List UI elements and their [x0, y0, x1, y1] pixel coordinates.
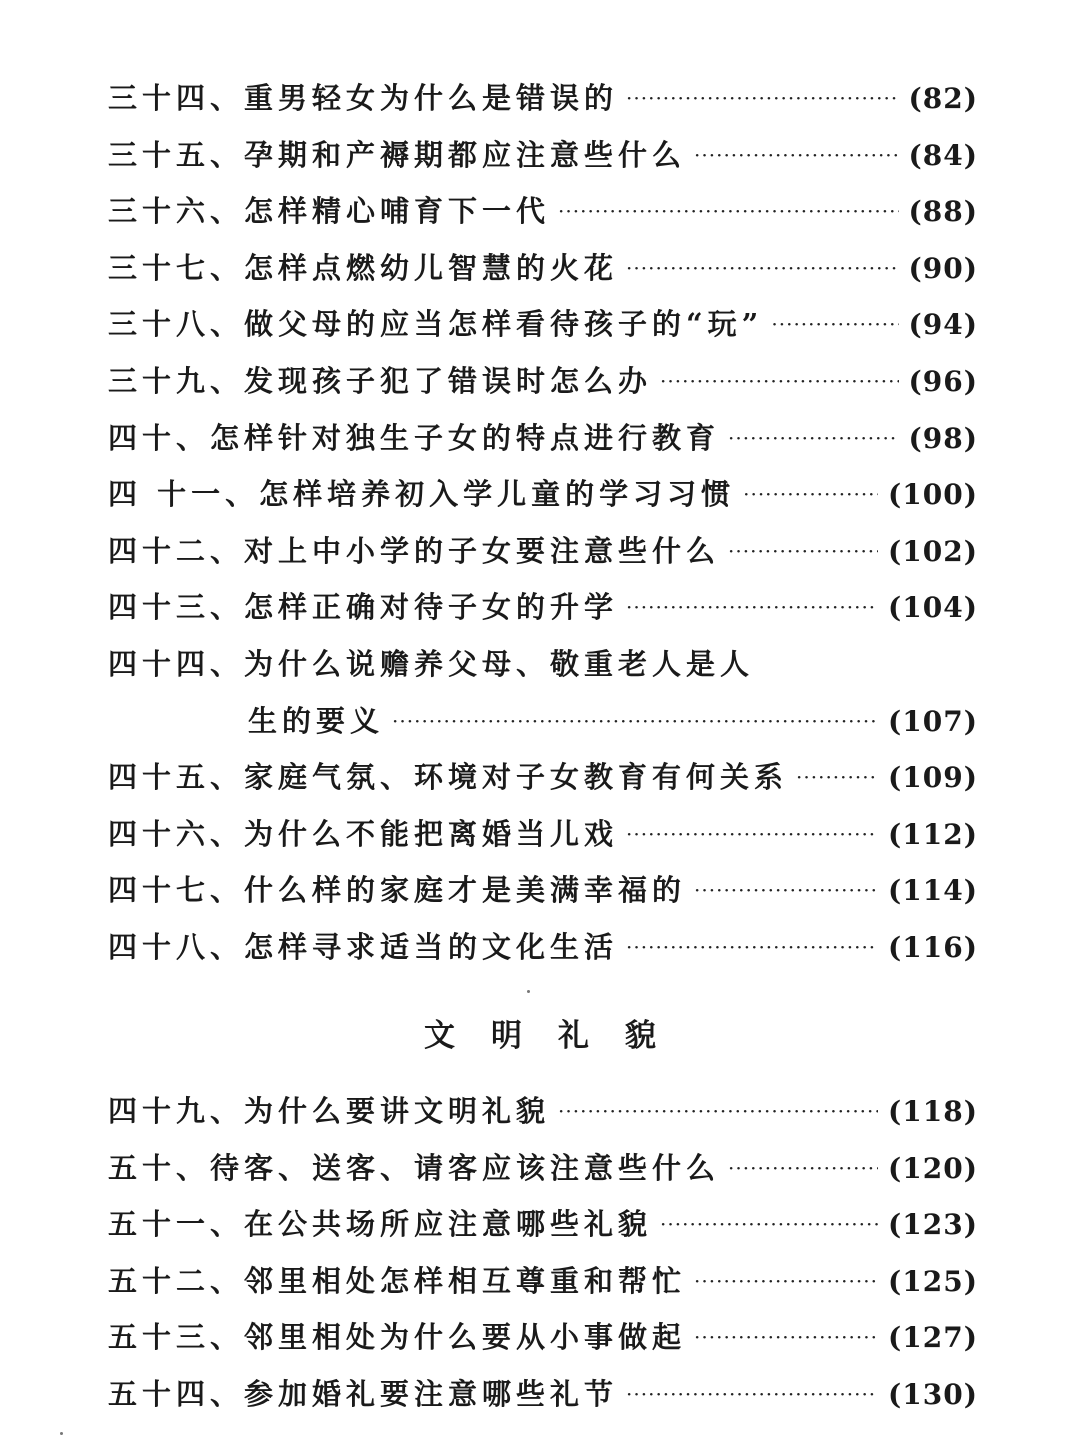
toc-entry-page: (127)	[888, 1321, 978, 1355]
dot-leader	[694, 1253, 878, 1310]
dot-leader	[743, 466, 878, 523]
toc-entry-53[interactable]	[108, 1309, 978, 1366]
toc-entry-54[interactable]	[108, 1366, 978, 1423]
dot-leader	[771, 296, 898, 353]
toc-entry-42[interactable]	[108, 523, 978, 580]
dot-leader	[392, 693, 878, 750]
toc-entry-title: 五十一、在公共场所应注意哪些礼貌	[108, 1207, 653, 1242]
dot-leader	[558, 183, 899, 240]
dot-leader	[660, 353, 899, 410]
toc-entry-title: 三十五、孕期和产褥期都应注意些什么	[108, 137, 687, 172]
toc-entry-36[interactable]	[108, 183, 978, 240]
toc-entry-page: (100)	[888, 478, 978, 512]
toc-entry-page: (123)	[888, 1208, 978, 1242]
dot-leader	[796, 749, 878, 806]
toc-entry-page: (125)	[888, 1264, 978, 1298]
toc-entry-page: (116)	[888, 930, 978, 964]
scan-speck	[527, 990, 530, 993]
toc-entry-45[interactable]	[108, 749, 978, 806]
toc-entry-44-line2[interactable]	[108, 693, 978, 750]
dot-leader	[694, 127, 899, 184]
toc-group-manners	[108, 1083, 978, 1423]
toc-entry-page: (112)	[888, 817, 978, 851]
toc-entry-title: 三十九、发现孩子犯了错误时怎么办	[108, 363, 653, 398]
toc-entry-50[interactable]	[108, 1140, 978, 1197]
dot-leader	[626, 70, 899, 127]
dot-leader	[660, 1196, 878, 1253]
toc-entry-title: 四十六、为什么不能把离婚当儿戏	[108, 816, 619, 851]
toc-entry-page: (98)	[908, 421, 978, 455]
toc-entry-44-line1[interactable]	[108, 636, 978, 693]
toc-entry-title: 四十三、怎样正确对待子女的升学	[108, 590, 619, 625]
toc-entry-page: (130)	[888, 1377, 978, 1411]
dot-leader	[626, 579, 878, 636]
toc-entry-title: 五十二、邻里相处怎样相互尊重和帮忙	[108, 1263, 687, 1298]
toc-entry-52[interactable]	[108, 1253, 978, 1310]
toc-entry-51[interactable]	[108, 1196, 978, 1253]
toc-group-family	[108, 70, 978, 976]
toc-entry-page: (109)	[888, 761, 978, 795]
toc-entry-title: 四十八、怎样寻求适当的文化生活	[108, 929, 619, 964]
toc-entry-title: 五十、待客、送客、请客应该注意些什么	[108, 1150, 721, 1185]
toc-entry-title: 四十七、什么样的家庭才是美满幸福的	[108, 873, 687, 908]
toc-entry-page: (94)	[908, 308, 978, 342]
toc-entry-title: 四 十一、怎样培养初入学儿童的学习习惯	[108, 477, 736, 512]
toc-entry-43[interactable]	[108, 579, 978, 636]
toc-entry-title: 四十、怎样针对独生子女的特点进行教育	[108, 420, 721, 455]
toc-entry-title-continued: 生的要义	[248, 703, 385, 738]
toc-entry-title: 三十六、怎样精心哺育下一代	[108, 194, 551, 229]
toc-entry-38[interactable]	[108, 296, 978, 353]
dot-leader	[728, 410, 899, 467]
dot-leader	[558, 1083, 878, 1140]
toc-entry-48[interactable]	[108, 919, 978, 976]
toc-entry-page: (88)	[908, 195, 978, 229]
toc-entry-page: (107)	[888, 704, 978, 738]
dot-leader	[728, 523, 878, 580]
toc-entry-title: 四十五、家庭气氛、环境对子女教育有何关系	[108, 760, 789, 795]
toc-entry-40[interactable]	[108, 410, 978, 467]
scan-speck	[60, 1432, 63, 1435]
toc-entry-title: 五十四、参加婚礼要注意哪些礼节	[108, 1376, 619, 1411]
toc-entry-page: (84)	[908, 138, 978, 172]
toc-entry-41[interactable]	[108, 466, 978, 523]
dot-leader	[694, 862, 878, 919]
toc-entry-title: 四十四、为什么说赡养父母、敬重老人是人	[108, 646, 755, 681]
toc-entry-title: 三十四、重男轻女为什么是错误的	[108, 81, 619, 115]
toc-entry-page: (114)	[888, 874, 978, 908]
dot-leader	[626, 1366, 878, 1423]
toc-entry-34[interactable]	[108, 70, 978, 127]
toc-entry-title: 三十八、做父母的应当怎样看待孩子的“玩”	[108, 307, 764, 342]
toc-entry-35[interactable]	[108, 127, 978, 184]
toc-entry-page: (104)	[888, 591, 978, 625]
toc-entry-page: (82)	[908, 82, 978, 115]
toc-entry-page: (102)	[888, 534, 978, 568]
toc-entry-page: (118)	[888, 1095, 978, 1128]
toc-entry-title: 三十七、怎样点燃幼儿智慧的火花	[108, 250, 619, 285]
toc-entry-page: (96)	[908, 364, 978, 398]
dot-leader	[728, 1140, 878, 1197]
dot-leader	[626, 919, 878, 976]
toc-entry-49[interactable]	[108, 1083, 978, 1140]
toc-entry-page: (120)	[888, 1151, 978, 1185]
dot-leader	[626, 806, 878, 863]
toc-entry-page: (90)	[908, 251, 978, 285]
toc-entry-47[interactable]	[108, 862, 978, 919]
toc-entry-46[interactable]	[108, 806, 978, 863]
toc-entry-37[interactable]	[108, 240, 978, 297]
dot-leader	[626, 240, 899, 297]
toc-entry-title: 四十九、为什么要讲文明礼貌	[108, 1094, 551, 1128]
dot-leader	[694, 1309, 878, 1366]
toc-entry-title: 五十三、邻里相处为什么要从小事做起	[108, 1320, 687, 1355]
toc-entry-39[interactable]	[108, 353, 978, 410]
toc-entry-title: 四十二、对上中小学的子女要注意些什么	[108, 533, 721, 568]
section-heading: 文明礼貌	[424, 1018, 692, 1054]
